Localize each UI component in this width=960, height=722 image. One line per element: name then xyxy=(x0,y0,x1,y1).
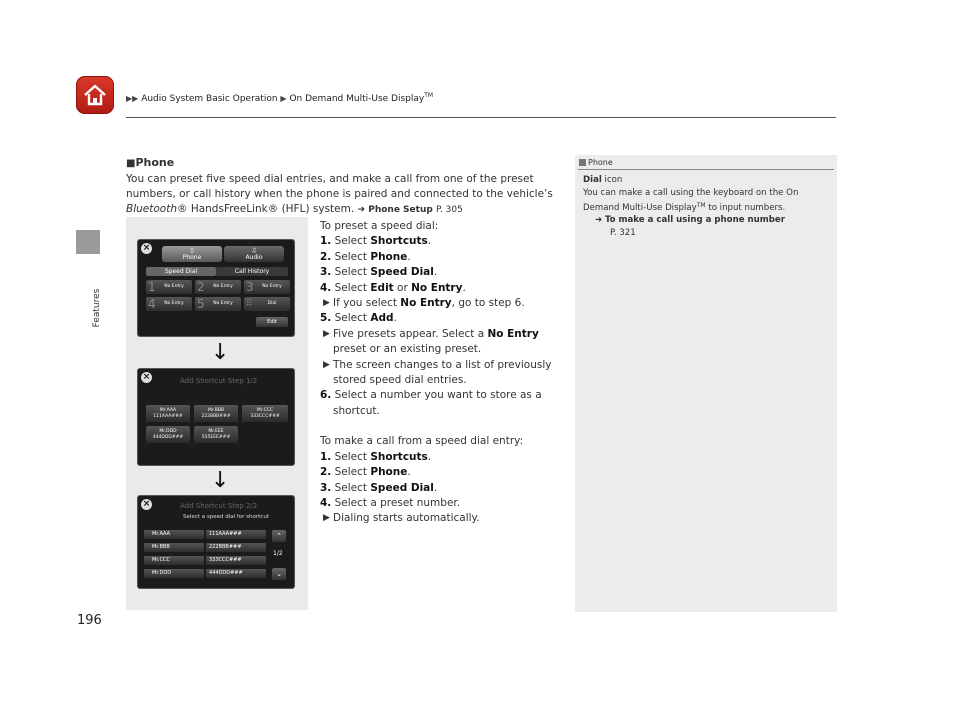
screen-phone-speed-dial xyxy=(137,239,295,337)
chevron-right-icon: ▶ xyxy=(280,94,287,103)
speed-dial-entry[interactable]: 5 No Entry xyxy=(195,297,241,311)
music-icon: ♫ xyxy=(251,247,257,254)
triangle-bullet-icon: ▶ xyxy=(323,328,330,339)
screen-title: Add Shortcut Step 2/2 xyxy=(180,502,258,510)
close-icon[interactable]: × xyxy=(142,372,151,382)
step: 3. Select Speed Dial. xyxy=(320,481,438,494)
dial-button[interactable]: ⠿ Dial xyxy=(244,297,290,311)
keypad-icon: ⠿ xyxy=(246,299,253,309)
step: 1. Select Shortcuts. xyxy=(320,235,432,248)
note-text: You can make a call using the keyboard on the On Demand Multi-Use Display™ to input numbers. xyxy=(583,187,799,213)
section-label: Features xyxy=(92,288,102,328)
step: 2. Select Phone. xyxy=(320,250,411,263)
step: 1. Select Shortcuts. xyxy=(320,450,432,463)
step-substep: ▶ If you select No Entry, go to step 6. xyxy=(320,296,570,311)
screen-subtitle: Select a speed dial for shortcut xyxy=(183,514,269,520)
screen-add-shortcut-step1 xyxy=(137,368,295,466)
seg-speed-dial[interactable]: Speed Dial xyxy=(146,267,216,276)
note-divider xyxy=(578,169,834,170)
note-xref[interactable]: ➜ To make a call using a phone number xyxy=(595,215,785,226)
step: 2. Select Phone. xyxy=(320,466,411,479)
header-divider xyxy=(126,117,836,118)
triangle-bullet-icon: ▶ xyxy=(323,513,330,524)
contact-card[interactable]: Mr.AAA 111AAA### xyxy=(146,405,190,422)
contact-card[interactable]: Mr.EEE 555EEE### xyxy=(194,426,238,443)
speed-dial-entry[interactable]: 3 No Entry xyxy=(244,280,290,294)
scroll-up-icon[interactable]: ⌃ xyxy=(272,530,286,542)
scroll-down-icon[interactable]: ⌄ xyxy=(272,568,286,580)
screen-title: Add Shortcut Step 1/2 xyxy=(180,377,258,385)
intro-paragraph: You can preset five speed dial entries, and make a call from one of the preset numbers, or call history when the phone is paired and connected to the vehicle’s Bluetooth® HandsFreeLink® (HFL) system. ➜ Phone Setup P. 305 xyxy=(126,173,553,215)
speed-dial-entry[interactable]: 1 No Entry xyxy=(146,280,192,294)
step: 6. Select a number you want to store as a shortcut. xyxy=(320,389,542,417)
list-row[interactable]: Mr.DDD 444DDD### xyxy=(144,569,266,578)
link-arrow-icon: ➜ xyxy=(357,205,366,215)
triangle-bullet-icon: ▶ xyxy=(323,359,330,370)
step-substep: ▶ The screen changes to a list of previously stored speed dial entries. xyxy=(323,358,552,387)
square-bullet-icon: ■ xyxy=(126,158,136,169)
note-xref-page: P. 321 xyxy=(610,228,636,239)
tab-phone[interactable]: ▯ Phone xyxy=(162,246,222,262)
link-arrow-icon: ➜ xyxy=(595,215,603,226)
contact-card[interactable]: Mr.BBB 222BBB### xyxy=(194,405,238,422)
xref-phone-setup[interactable]: ➜ Phone Setup P. 305 xyxy=(357,205,463,215)
step: 4. Select a preset number. xyxy=(320,496,461,509)
note-term: Dial icon xyxy=(583,175,623,185)
seg-call-history[interactable]: Call History xyxy=(216,267,288,276)
breadcrumb-link-ondemand[interactable]: On Demand Multi-Use Display xyxy=(289,94,425,104)
breadcrumb xyxy=(126,92,433,104)
trademark: TM xyxy=(424,92,434,99)
section-tab-marker xyxy=(76,230,100,254)
steps-heading: To preset a speed dial: xyxy=(320,220,439,232)
triangle-bullet-icon: ▶ xyxy=(323,298,330,309)
list-row[interactable]: Mr.AAA 111AAA### xyxy=(144,530,266,539)
arrow-down-icon: ↓ xyxy=(211,340,230,365)
step-substep: ▶ Five presets appear. Select a No Entry preset or an existing preset. xyxy=(323,327,539,356)
note-icon xyxy=(579,159,586,166)
phone-icon: ▯ xyxy=(190,247,194,254)
close-icon[interactable]: × xyxy=(142,243,151,253)
step: 5. Select Add. xyxy=(320,312,397,325)
page-indicator: 1/2 xyxy=(273,550,283,557)
section-intro xyxy=(126,155,556,218)
chevron-right-icon: ▶▶ xyxy=(126,94,139,103)
step-substep: ▶ Dialing starts automatically. xyxy=(320,511,570,526)
page-number: 196 xyxy=(77,613,102,628)
tab-audio[interactable]: ♫ Audio xyxy=(224,246,284,262)
step: 4. Select Edit or No Entry. xyxy=(320,281,466,294)
step: 3. Select Speed Dial. xyxy=(320,266,438,279)
close-icon[interactable]: × xyxy=(142,499,151,509)
speed-dial-entry[interactable]: 2 No Entry xyxy=(195,280,241,294)
steps-list xyxy=(320,219,570,527)
steps-heading: To make a call from a speed dial entry: xyxy=(320,435,524,448)
list-row[interactable]: Mr.BBB 222BBB### xyxy=(144,543,266,552)
note-body xyxy=(583,174,833,240)
contact-card[interactable]: Mr.CCC 333CCC### xyxy=(242,405,288,422)
breadcrumb-link-audio[interactable]: Audio System Basic Operation xyxy=(141,94,278,104)
home-button[interactable] xyxy=(76,76,114,114)
speed-dial-entry[interactable]: 4 No Entry xyxy=(146,297,192,311)
screen-add-shortcut-step2 xyxy=(137,495,295,589)
note-heading: Phone xyxy=(579,158,613,167)
section-title: ■Phone xyxy=(126,156,175,169)
edit-button[interactable]: Edit xyxy=(256,317,288,327)
contact-card[interactable]: Mr.DDD 444DDD### xyxy=(146,426,190,443)
list-row[interactable]: Mr.CCC 333CCC### xyxy=(144,556,266,565)
arrow-down-icon: ↓ xyxy=(211,468,230,493)
home-icon xyxy=(82,82,108,108)
